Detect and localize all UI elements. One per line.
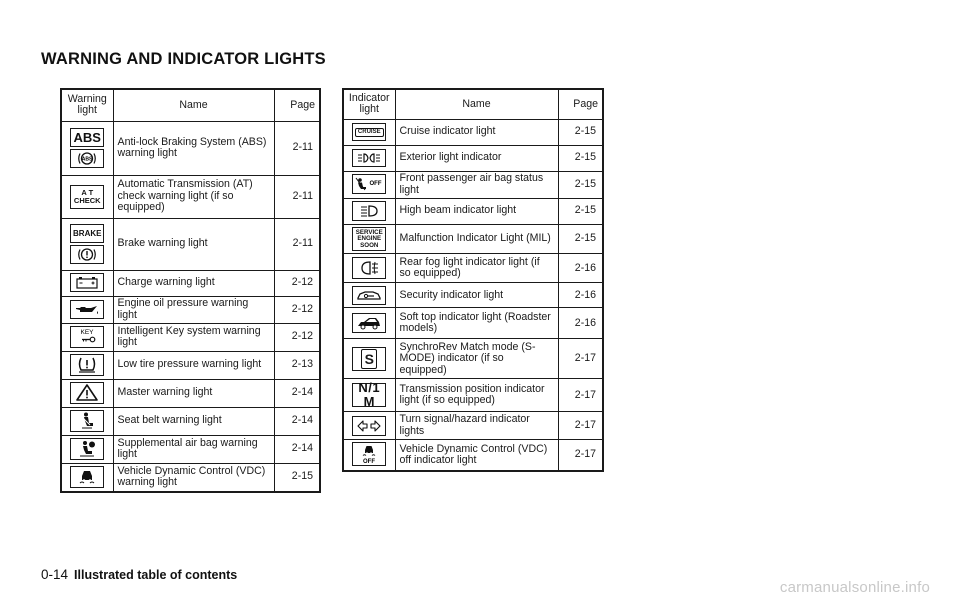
table-row [61,379,320,407]
row-page: 2-12 [274,270,320,296]
rear-fog-icon [352,257,386,279]
row-page: 2-14 [274,407,320,435]
row-name: Transmission position indicator light (if so equipped) [395,379,558,412]
vdc-off-icon [352,442,386,466]
row-page: 2-11 [274,218,320,270]
row-page: 2-16 [558,283,603,308]
at-check-icon: A T CHECK [70,185,104,209]
row-name: SynchroRev Match mode (S-MODE) indicator (if so equipped) [395,339,558,379]
table-row [61,323,320,351]
table-row [61,463,320,492]
table-row [343,412,603,440]
row-name: Malfunction Indicator Light (MIL) [395,224,558,254]
tire-pressure-icon [70,354,104,376]
row-name: Rear fog light indicator light (if so equipped) [395,254,558,283]
row-page: 2-11 [274,121,320,175]
row-page: 2-17 [558,412,603,440]
key-icon [70,326,104,348]
row-name: Low tire pressure warning light [113,351,274,379]
row-name: Front passenger air bag status light [395,171,558,198]
indicator-lights-table [342,88,604,472]
cruise-icon: CRUISE [352,123,386,141]
row-name: Master warning light [113,379,274,407]
header-page: Page [274,89,320,121]
row-page: 2-15 [558,224,603,254]
row-page: 2-13 [274,351,320,379]
table-row [343,254,603,283]
row-name: Seat belt warning light [113,407,274,435]
row-page: 2-12 [274,296,320,323]
brake-circle-icon [70,245,104,264]
synchrorev-s-icon: S [352,347,386,371]
row-name: Charge warning light [113,270,274,296]
page-title: WARNING AND INDICATOR LIGHTS [41,50,326,68]
header-page: Page [558,89,603,119]
table-row [343,283,603,308]
row-page: 2-15 [274,463,320,492]
header-warning-light: Warning light [61,89,113,121]
table-row [61,218,320,270]
row-page: 2-15 [558,119,603,145]
table-row [343,171,603,198]
service-engine-soon-icon: SERVICE ENGINE SOON [352,227,386,251]
row-page: 2-17 [558,379,603,412]
table-row [61,351,320,379]
transmission-position-icon: N/1 M [352,383,386,407]
page-footer [41,567,237,582]
row-name: Brake warning light [113,218,274,270]
row-page: 2-17 [558,339,603,379]
header-name: Name [113,89,274,121]
table-row [61,435,320,463]
table-row [61,121,320,175]
row-page: 2-14 [274,379,320,407]
table-row [343,379,603,412]
row-page: 2-15 [558,198,603,224]
battery-icon [70,273,104,292]
footer-title: Illustrated table of contents [74,568,238,582]
table-row [343,440,603,471]
row-page: 2-14 [274,435,320,463]
svg-text:OFF: OFF [369,180,382,187]
row-page: 2-12 [274,323,320,351]
table-row [343,308,603,339]
row-name: Supplemental air bag warning light [113,435,274,463]
abs-circle-icon [70,149,104,168]
table-row [343,119,603,145]
header-indicator-light: Indicator light [343,89,395,119]
svg-text:KEY: KEY [80,329,94,336]
row-name: High beam indicator light [395,198,558,224]
table-row [343,145,603,171]
airbag-icon [70,438,104,460]
row-name: Automatic Transmission (AT) check warning light (if so equipped) [113,175,274,218]
row-name: Soft top indicator light (Roadster models) [395,308,558,339]
row-name: Intelligent Key system warning light [113,323,274,351]
svg-text:OFF: OFF [363,459,376,466]
table-row [343,224,603,254]
security-icon [352,286,386,305]
row-page: 2-11 [274,175,320,218]
high-beam-icon [352,201,386,221]
row-name: Vehicle Dynamic Control (VDC) off indicator light [395,440,558,471]
row-name: Cruise indicator light [395,119,558,145]
row-name: Engine oil pressure warning light [113,296,274,323]
table-header-row [61,89,320,121]
master-warning-icon [70,382,104,404]
row-page: 2-16 [558,254,603,283]
table-header-row [343,89,603,119]
table-row [343,198,603,224]
row-page: 2-15 [558,145,603,171]
table-row [343,339,603,379]
passenger-airbag-off-icon [352,174,386,194]
table-row [61,407,320,435]
row-name: Vehicle Dynamic Control (VDC) warning light [113,463,274,492]
soft-top-icon [352,313,386,333]
abs-text-icon: ABS [70,128,104,147]
row-name: Exterior light indicator [395,145,558,171]
svg-text:ABS: ABS [81,156,93,163]
turn-signal-icon [352,416,386,436]
brake-text-icon: BRAKE [70,224,104,243]
warning-lights-table [60,88,321,493]
header-name: Name [395,89,558,119]
vdc-icon [70,466,104,488]
row-page: 2-15 [558,171,603,198]
watermark: carmanualsonline.info [779,579,930,596]
exterior-light-icon [352,149,386,167]
row-name: Anti-lock Braking System (ABS) warning light [113,121,274,175]
table-row [61,270,320,296]
row-page: 2-16 [558,308,603,339]
oil-can-icon [70,300,104,319]
row-page: 2-17 [558,440,603,471]
row-name: Turn signal/hazard indicator lights [395,412,558,440]
seat-belt-icon [70,410,104,432]
table-row [61,175,320,218]
page-number: 0-14 [41,567,69,582]
row-name: Security indicator light [395,283,558,308]
table-row [61,296,320,323]
